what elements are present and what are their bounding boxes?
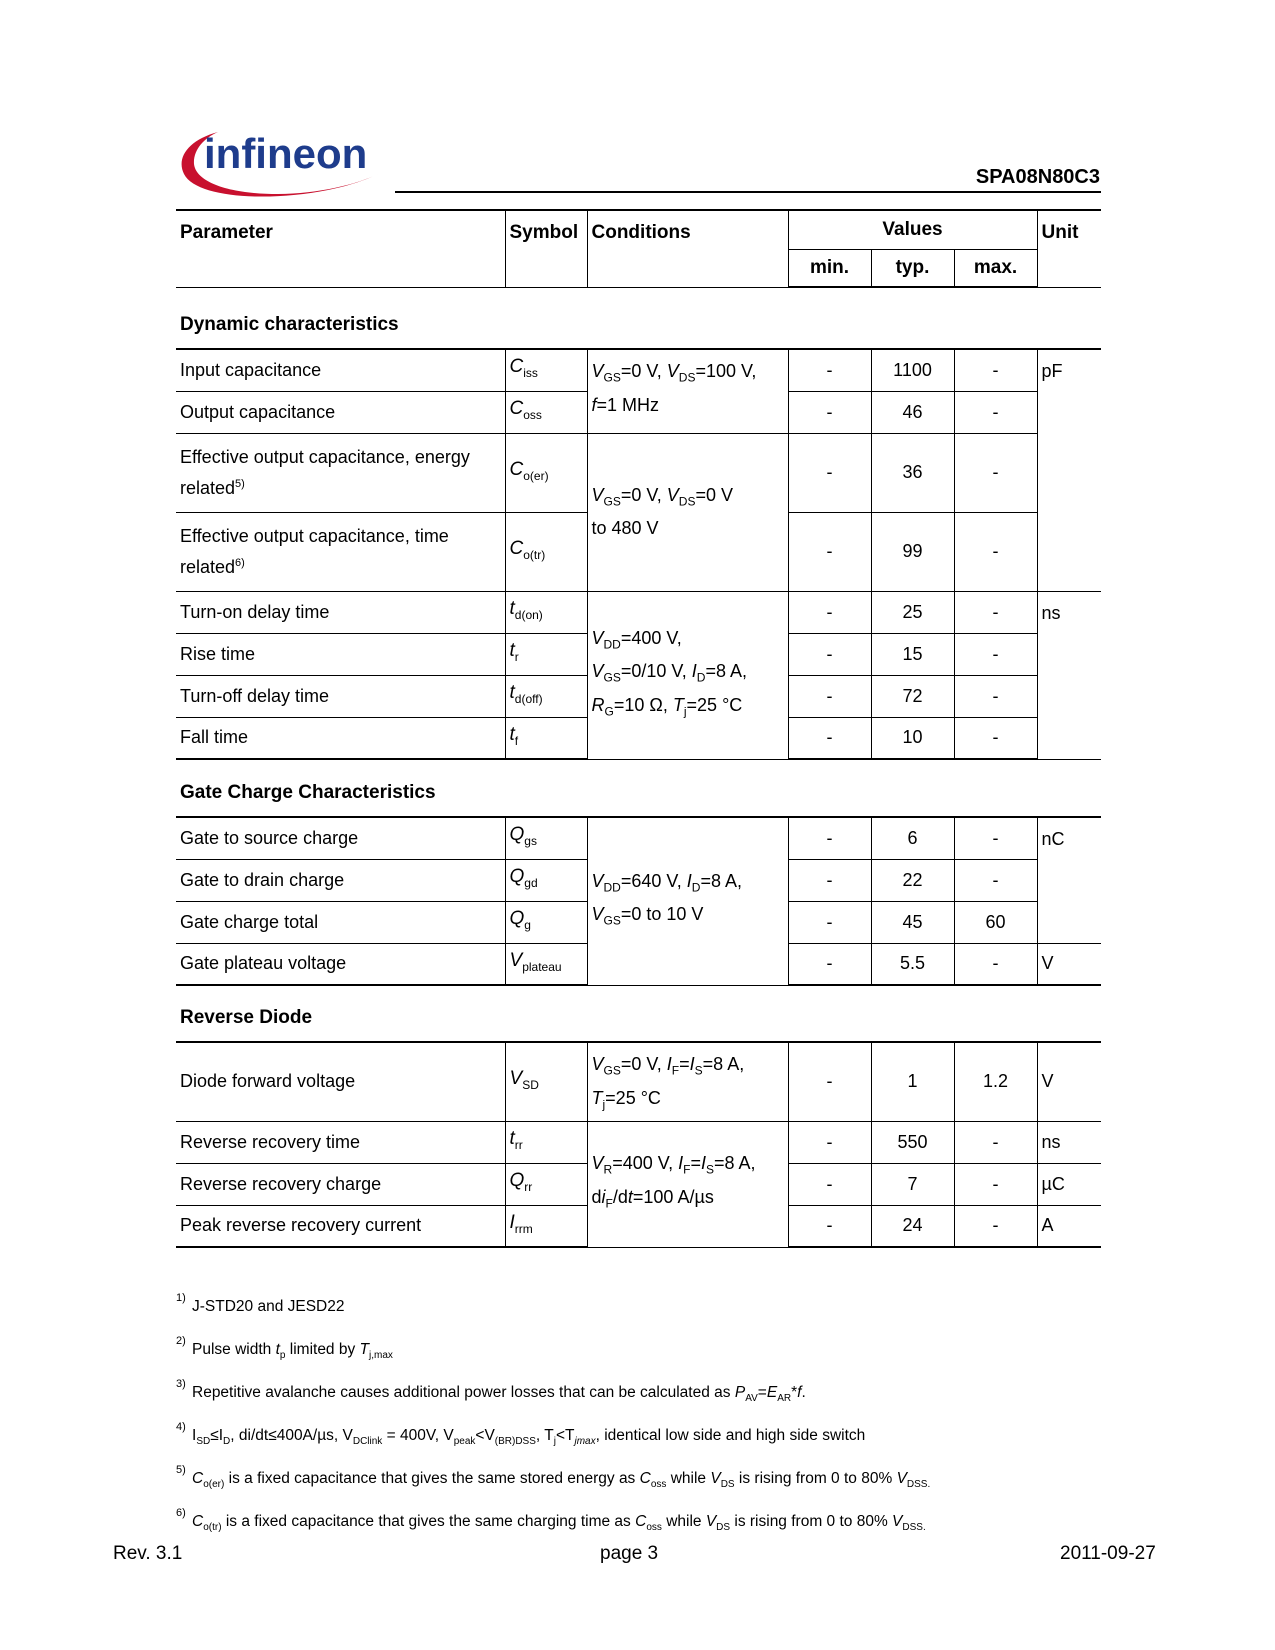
col-header-conditions: Conditions [587, 210, 788, 287]
min-cell: - [788, 717, 871, 759]
param-cell: Turn-off delay time [176, 675, 505, 717]
min-cell: - [788, 512, 871, 591]
min-cell: - [788, 859, 871, 901]
typ-cell: 15 [871, 633, 954, 675]
footnote: 3) Repetitive avalanche causes additional power losses that can be calculated as $P_{AV}=E_{AR}*f$. [176, 1378, 806, 1405]
typ-cell: 99 [871, 512, 954, 591]
col-header-symbol: Symbol [505, 210, 587, 287]
max-cell: - [954, 633, 1037, 675]
symbol-cell: $t_{d(on)}$ [505, 591, 587, 633]
typ-cell: 25 [871, 591, 954, 633]
max-cell: - [954, 1163, 1037, 1205]
symbol-cell: $C_{iss}$ [505, 349, 587, 391]
typ-cell: 7 [871, 1163, 954, 1205]
param-cell: Input capacitance [176, 349, 505, 391]
min-cell: - [788, 675, 871, 717]
max-cell: - [954, 433, 1037, 512]
param-cell: Gate to source charge [176, 817, 505, 859]
min-cell: - [788, 1121, 871, 1163]
footnote: 2) Pulse width $t_p$ limited by $T_{j,max}$ [176, 1335, 393, 1362]
symbol-cell: $Q_{gs}$ [505, 817, 587, 859]
symbol-cell: $V_{plateau}$ [505, 943, 587, 985]
section-title: Gate Charge Characteristics [176, 759, 1101, 817]
symbol-cell: $I_{rrm}$ [505, 1205, 587, 1247]
min-cell: - [788, 1163, 871, 1205]
symbol-cell: $t_{d(off)}$ [505, 675, 587, 717]
unit-cell: A [1037, 1205, 1101, 1247]
symbol-cell: $t_f$ [505, 717, 587, 759]
typ-cell: 36 [871, 433, 954, 512]
unit-cell: ns [1037, 591, 1101, 759]
footnotes [176, 1292, 1076, 1556]
max-cell: - [954, 817, 1037, 859]
section-title: Dynamic characteristics [176, 287, 1101, 349]
footer-date: 2011-09-27 [1060, 1543, 1156, 1564]
col-header-parameter: Parameter [176, 210, 505, 287]
conditions-cell: $V_{GS}=0$ V, $V_{DS}=0$ V to 480 V [587, 433, 788, 591]
symbol-cell: $C_{oss}$ [505, 391, 587, 433]
min-cell: - [788, 349, 871, 391]
max-cell: - [954, 717, 1037, 759]
footnote: 4) $I_{SD}\le I_D$, di/dt≤400A/µs, $V_{DClink} = 400V$, $V_{peak}<V_{(BR)DSS}$, $T_j<T_{jmax}$, identical low side and high side switch [176, 1421, 866, 1448]
symbol-cell: $t_r$ [505, 633, 587, 675]
max-cell: - [954, 512, 1037, 591]
conditions-cell: $V_{GS}=0$ V, $I_F=I_S=8$ A, $T_j=25$ °C [587, 1042, 788, 1121]
max-cell: 1.2 [954, 1042, 1037, 1121]
conditions-cell: $V_R=400$ V, $I_F=I_S=8$ A, $di_F/dt=100$ A/µs [587, 1121, 788, 1247]
param-cell: Reverse recovery time [176, 1121, 505, 1163]
max-cell: - [954, 1205, 1037, 1247]
param-cell: Gate charge total [176, 901, 505, 943]
min-cell: - [788, 1042, 871, 1121]
brand-wordmark: infineon [204, 130, 368, 177]
min-cell: - [788, 1205, 871, 1247]
param-cell: Rise time [176, 633, 505, 675]
param-cell: Diode forward voltage [176, 1042, 505, 1121]
min-cell: - [788, 943, 871, 985]
typ-cell: 1100 [871, 349, 954, 391]
max-cell: - [954, 591, 1037, 633]
conditions-cell: $V_{DD}=640$ V, $I_D=8$ A, $V_{GS}=0$ to 10 V [587, 817, 788, 985]
unit-cell: ns [1037, 1121, 1101, 1163]
param-cell: Output capacitance [176, 391, 505, 433]
max-cell: - [954, 859, 1037, 901]
symbol-cell: $C_{o(tr)}$ [505, 512, 587, 591]
col-header-min: min. [788, 249, 871, 287]
typ-cell: 6 [871, 817, 954, 859]
infineon-logo [178, 118, 388, 204]
param-cell: Effective output capacitance, energy related$^{5)}$ [176, 433, 505, 512]
unit-cell: nC [1037, 817, 1101, 943]
min-cell: - [788, 817, 871, 859]
param-cell: Turn-on delay time [176, 591, 505, 633]
unit-cell: V [1037, 1042, 1101, 1121]
part-number: SPA08N80C3 [975, 166, 1100, 188]
symbol-cell: $V_{SD}$ [505, 1042, 587, 1121]
symbol-cell: $Q_{rr}$ [505, 1163, 587, 1205]
max-cell: - [954, 1121, 1037, 1163]
unit-cell: V [1037, 943, 1101, 985]
symbol-cell: $C_{o(er)}$ [505, 433, 587, 512]
conditions-cell: $V_{GS}=0$ V, $V_{DS}=100$ V, f=1 MHz [587, 349, 788, 433]
max-cell: 60 [954, 901, 1037, 943]
col-header-typ: typ. [871, 249, 954, 287]
unit-cell: pF [1037, 349, 1101, 591]
param-cell: Effective output capacitance, time related$^{6)}$ [176, 512, 505, 591]
symbol-cell: $t_{rr}$ [505, 1121, 587, 1163]
unit-cell: µC [1037, 1163, 1101, 1205]
max-cell: - [954, 675, 1037, 717]
max-cell: - [954, 391, 1037, 433]
param-cell: Reverse recovery charge [176, 1163, 505, 1205]
min-cell: - [788, 391, 871, 433]
footer-revision: Rev. 3.1 [113, 1543, 183, 1564]
conditions-cell: $V_{DD}=400$ V, $V_{GS}=0/10$ V, $I_D=8$ A, $R_G=10$ Ω, $T_j=25$ °C [587, 591, 788, 759]
header-rule [395, 191, 1101, 193]
section-title: Reverse Diode [176, 985, 1101, 1042]
col-header-max: max. [954, 249, 1037, 287]
footnote: 1) J-STD20 and JESD22 [176, 1292, 345, 1315]
param-cell: Gate plateau voltage [176, 943, 505, 985]
max-cell: - [954, 943, 1037, 985]
symbol-cell: $Q_{gd}$ [505, 859, 587, 901]
typ-cell: 1 [871, 1042, 954, 1121]
typ-cell: 46 [871, 391, 954, 433]
footer-page: page 3 [600, 1543, 659, 1564]
param-cell: Fall time [176, 717, 505, 759]
footnote: 5) $C_{o(er)}$ is a fixed capacitance that gives the same stored energy as $C_{oss}$ while $V_{DS}$ is rising from 0 to 80% $V_{DSS.}$ [176, 1464, 931, 1491]
typ-cell: 10 [871, 717, 954, 759]
param-cell: Gate to drain charge [176, 859, 505, 901]
max-cell: - [954, 349, 1037, 391]
typ-cell: 22 [871, 859, 954, 901]
typ-cell: 24 [871, 1205, 954, 1247]
typ-cell: 5.5 [871, 943, 954, 985]
typ-cell: 72 [871, 675, 954, 717]
min-cell: - [788, 633, 871, 675]
symbol-cell: $Q_g$ [505, 901, 587, 943]
typ-cell: 550 [871, 1121, 954, 1163]
typ-cell: 45 [871, 901, 954, 943]
characteristics-table [176, 209, 1101, 1248]
col-header-values: Values [788, 210, 1037, 249]
param-cell: Peak reverse recovery current [176, 1205, 505, 1247]
min-cell: - [788, 901, 871, 943]
col-header-unit: Unit [1037, 210, 1101, 287]
footnote: 6) $C_{o(tr)}$ is a fixed capacitance that gives the same charging time as $C_{oss}$ while $V_{DS}$ is rising from 0 to 80% $V_{DSS.}$ [176, 1507, 926, 1534]
min-cell: - [788, 591, 871, 633]
min-cell: - [788, 433, 871, 512]
